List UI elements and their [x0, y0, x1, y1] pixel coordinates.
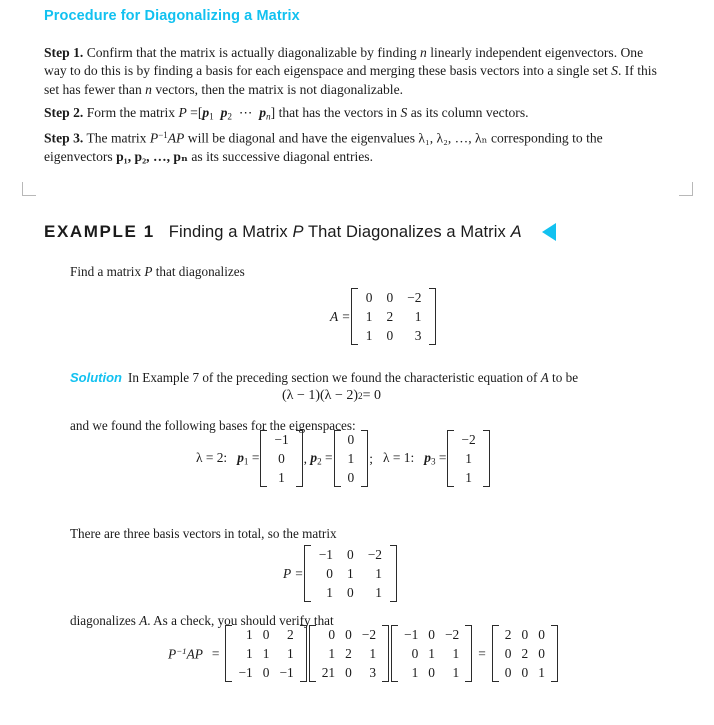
cell: 0: [521, 627, 529, 642]
step-2-text-1: Form the matrix: [86, 105, 176, 121]
example-title-var-p: P: [292, 222, 304, 241]
cell: −1: [404, 627, 419, 642]
prompt-text-2: that diagonalizes: [155, 264, 245, 279]
cell: 21: [321, 665, 336, 681]
cell: 1: [278, 470, 285, 486]
step-3-expr-p: P: [149, 130, 159, 146]
step-3-eigenvectors: p₁, p₂, …, pₙ: [116, 148, 188, 164]
table-row: [359, 307, 429, 326]
table-row: [317, 663, 381, 682]
step-1: [44, 44, 664, 99]
verification-lhs: [168, 646, 203, 662]
matrix-diagonal-result: [492, 625, 558, 682]
cell: 0: [538, 646, 545, 662]
cell: −2: [361, 627, 377, 642]
matrix-p: [304, 545, 397, 602]
cell: 0: [411, 646, 419, 662]
cell: 1: [452, 665, 460, 681]
step-2-entry-1: p: [220, 105, 228, 121]
cell: −1: [318, 547, 333, 562]
table-row: [233, 644, 298, 663]
cell: 0: [504, 646, 512, 662]
vector-name-p2: p: [310, 450, 318, 466]
bracket-right: [361, 430, 368, 487]
step-3-text-3: corresponding to the eigenvectors: [44, 130, 603, 164]
table-row: [399, 625, 464, 644]
vector-equals-p1: =: [251, 450, 260, 466]
cell: 0: [278, 451, 285, 467]
cell: 1: [286, 646, 294, 662]
step-2-var-s: S: [400, 105, 408, 121]
verification-equation: [168, 625, 559, 682]
verification-equals: =: [211, 645, 220, 661]
char-eq-base: (λ − 1)(λ − 2): [282, 388, 359, 403]
bracket-left: [334, 430, 341, 487]
table-row: [500, 663, 550, 682]
procedure-steps: [44, 44, 664, 171]
cell: 1: [538, 665, 545, 681]
step-2-text-3: as its column vectors.: [410, 105, 529, 121]
bases-text: and we found the following bases for the eigenspaces:: [70, 418, 356, 433]
bracket-left: [225, 625, 232, 682]
table-row: [455, 468, 481, 487]
cell: 2: [521, 646, 529, 662]
prompt-text-1: Find a matrix: [70, 264, 142, 279]
step-2-entry-sub-0: 1: [209, 112, 214, 123]
bracket-left: [492, 625, 499, 682]
cell: 0: [521, 665, 529, 681]
example-label: EXAMPLE 1: [44, 222, 155, 241]
cell: 0: [345, 627, 352, 642]
cell: 0: [326, 566, 333, 582]
cell: 0: [262, 627, 270, 642]
step-1-text-4: vectors, then the matrix is not diagonalizable.: [155, 81, 404, 97]
step-2: [44, 104, 664, 123]
solution-paragraph: [70, 369, 670, 387]
step-1-text-1: Confirm that the matrix is actually diagonalizable by finding: [86, 45, 417, 60]
cell: 0: [428, 665, 435, 681]
vector-p1: [260, 430, 302, 487]
step-3-expr-ap: AP: [167, 130, 185, 146]
crop-mark-bottom-right: [679, 182, 693, 196]
table-row: [342, 468, 361, 487]
cell: 1: [414, 309, 422, 325]
table-row: [455, 449, 481, 468]
cell: 1: [369, 646, 377, 662]
bracket-right: [296, 430, 303, 487]
matrix-p-factor: [391, 625, 472, 682]
check-text-b: . As a check, you should verify that: [147, 613, 334, 628]
step-2-bracket-open: [: [197, 105, 203, 121]
vector-p1-trail: ,: [303, 450, 307, 466]
table-row: [312, 564, 389, 583]
table-row: [500, 625, 550, 644]
vector-equals-p2: =: [324, 450, 333, 466]
cell: 1: [452, 646, 460, 662]
vector-name-p1: p: [237, 450, 244, 466]
left-triangle-icon: [542, 223, 556, 241]
example-title-part-a: Finding a Matrix: [168, 222, 288, 241]
step-2-vector-list: [202, 105, 271, 123]
bracket-left: [260, 430, 267, 487]
matrix-p-inverse: [225, 625, 306, 682]
cell: 0: [262, 665, 270, 681]
step-3-label: Step 3.: [44, 130, 84, 146]
vector-equals-p3: =: [438, 450, 447, 466]
matrix-a: [351, 288, 437, 345]
cell: −2: [461, 432, 476, 447]
step-2-entry-0: p: [202, 105, 210, 121]
verification-equals-2: =: [478, 645, 486, 661]
cell: 0: [347, 470, 355, 486]
step-3-text-1: The matrix: [86, 130, 147, 146]
cell: 1: [428, 646, 435, 662]
cell: 1: [347, 566, 354, 582]
step-2-entry-3: p: [259, 105, 266, 121]
cell: 0: [328, 627, 336, 642]
eigenspace-group-2: [383, 450, 446, 467]
cell: 0: [386, 328, 394, 344]
bracket-right: [390, 545, 397, 602]
step-2-equals: =: [190, 105, 198, 121]
cell: 1: [465, 470, 472, 486]
example-header: [44, 222, 556, 242]
vector-p2-label: [310, 450, 332, 467]
cell: 1: [365, 309, 373, 325]
vector-p2: [334, 430, 369, 487]
table-row: [312, 583, 389, 602]
cell: 2: [504, 627, 512, 642]
equation-matrix-p: [283, 545, 398, 602]
characteristic-equation: [282, 388, 381, 404]
three-vectors-text: There are three basis vectors in total, so the matrix: [70, 526, 337, 541]
table-row: [268, 468, 294, 487]
step-2-entry-2: ⋯: [238, 105, 253, 121]
bracket-right: [465, 625, 472, 682]
char-eq-exponent: 2: [358, 391, 363, 401]
eigenvalue-label-1: λ = 2:: [196, 450, 228, 466]
step-3-text-2: will be diagonal and have the eigenvalues: [187, 130, 415, 146]
char-eq-tail: = 0: [362, 388, 382, 403]
cell: −1: [238, 665, 253, 681]
crop-mark-bottom-left: [22, 182, 36, 196]
step-1-label: Step 1.: [44, 45, 84, 60]
table-row: [342, 449, 361, 468]
cell: 1: [365, 328, 373, 344]
cell: −2: [444, 627, 460, 642]
cell: 0: [347, 432, 355, 447]
bracket-left: [304, 545, 311, 602]
bracket-right: [483, 430, 490, 487]
cell: 3: [369, 665, 377, 681]
verification-lhs-ap: AP: [186, 645, 203, 661]
bracket-right: [300, 625, 307, 682]
solution-var-a: A: [540, 370, 549, 385]
table-row: [317, 644, 381, 663]
cell: 0: [345, 665, 352, 681]
matrix-p-equals: =: [295, 565, 303, 581]
cell: 1: [328, 646, 336, 662]
cell: 1: [246, 646, 253, 662]
cell: 2: [286, 627, 294, 642]
table-row: [399, 663, 464, 682]
cell: 1: [375, 585, 382, 601]
bracket-left: [391, 625, 398, 682]
matrix-a-lhs: A: [330, 308, 339, 324]
matrix-a-factor: [309, 625, 389, 682]
eigenvalue-label-2: λ = 1:: [383, 450, 415, 466]
table-row: [233, 663, 298, 682]
example-title: [169, 223, 522, 242]
table-row: [399, 644, 464, 663]
example-prompt: [70, 263, 245, 281]
example-title-var-a: A: [510, 222, 522, 241]
cell: −1: [279, 665, 294, 681]
cell: 0: [428, 627, 435, 642]
vector-name-p3: p: [424, 450, 431, 466]
bracket-right: [551, 625, 558, 682]
cell: 0: [538, 627, 545, 642]
vector-p3: [447, 430, 489, 487]
vector-sub-p2: 2: [317, 457, 322, 467]
eigenspace-group-1: [196, 450, 259, 467]
vector-sub-p1: 1: [243, 457, 249, 467]
example-title-part-b: That Diagonalizes a Matrix: [307, 222, 506, 241]
cell: 0: [365, 290, 373, 305]
cell: −1: [274, 432, 289, 447]
prompt-var-p: P: [144, 264, 153, 279]
procedure-title: Procedure for Diagonalizing a Matrix: [44, 8, 300, 24]
table-row: [500, 644, 550, 663]
equation-matrix-a: [330, 288, 437, 345]
table-row: [312, 545, 389, 564]
bracket-right: [382, 625, 389, 682]
step-2-entry-sub-1: 2: [227, 112, 233, 123]
cell: −2: [367, 547, 382, 562]
cell: 1: [246, 627, 253, 642]
step-2-text-2: that has the vectors in: [278, 105, 398, 121]
step-3-expr-sup: −1: [158, 129, 168, 140]
step-3-eigenvalues: λ₁, λ₂, …, λₙ: [418, 130, 488, 146]
cell: 1: [262, 646, 270, 662]
solution-text-2: to be: [552, 370, 579, 385]
step-1-var-n2: n: [145, 81, 152, 97]
check-text-var-a: A: [139, 613, 148, 628]
bracket-left: [447, 430, 454, 487]
table-row: [359, 326, 429, 345]
table-row: [268, 449, 294, 468]
step-2-label: Step 2.: [44, 105, 84, 121]
vector-p2-trail: ;: [369, 450, 373, 466]
cell: 0: [347, 585, 354, 601]
cell: 2: [345, 646, 352, 662]
table-row: [233, 625, 298, 644]
step-3-text-4: as its successive diagonal entries.: [191, 148, 373, 164]
table-row: [342, 430, 361, 449]
cell: 1: [326, 585, 333, 601]
cell: −2: [407, 290, 422, 305]
table-row: [268, 430, 294, 449]
solution-label: Solution: [70, 370, 122, 385]
table-row: [359, 288, 429, 307]
step-1-text-3: . If this set has fewer than: [44, 63, 657, 97]
step-1-var-n: n: [420, 45, 427, 60]
step-1-var-s: S: [611, 63, 618, 79]
check-text-a: diagonalizes: [70, 613, 136, 628]
cell: 1: [465, 451, 472, 467]
verification-lhs-p: P: [168, 645, 177, 661]
bracket-right: [429, 288, 436, 345]
cell: 1: [411, 665, 419, 681]
cell: 2: [386, 309, 394, 325]
step-2-bracket-close: ]: [270, 105, 276, 121]
cell: 0: [347, 547, 354, 562]
verification-lhs-sup: −1: [176, 645, 187, 656]
table-row: [317, 625, 381, 644]
cell: 1: [375, 566, 382, 582]
bracket-left: [309, 625, 316, 682]
solution-text-1: In Example 7 of the preceding section we found the characteristic equation of: [128, 370, 538, 385]
cell: 1: [347, 451, 355, 467]
cell: 3: [414, 328, 422, 344]
step-1-text-2: linearly independent eigenvectors. One way to do this is by finding a basis for each eigenspace and merging these basis vectors into a single set: [44, 45, 644, 79]
step-3: [44, 129, 664, 166]
table-row: [455, 430, 481, 449]
matrix-p-lhs: P: [283, 565, 292, 581]
step-2-entry-sub-3: n: [266, 112, 271, 123]
cell: 0: [386, 290, 394, 305]
step-2-var-p: P: [178, 105, 187, 121]
eigenspace-bases: [196, 430, 491, 487]
bracket-left: [351, 288, 358, 345]
matrix-a-equals: =: [342, 308, 350, 324]
cell: 0: [504, 665, 512, 681]
vector-sub-p3: 3: [430, 457, 436, 467]
